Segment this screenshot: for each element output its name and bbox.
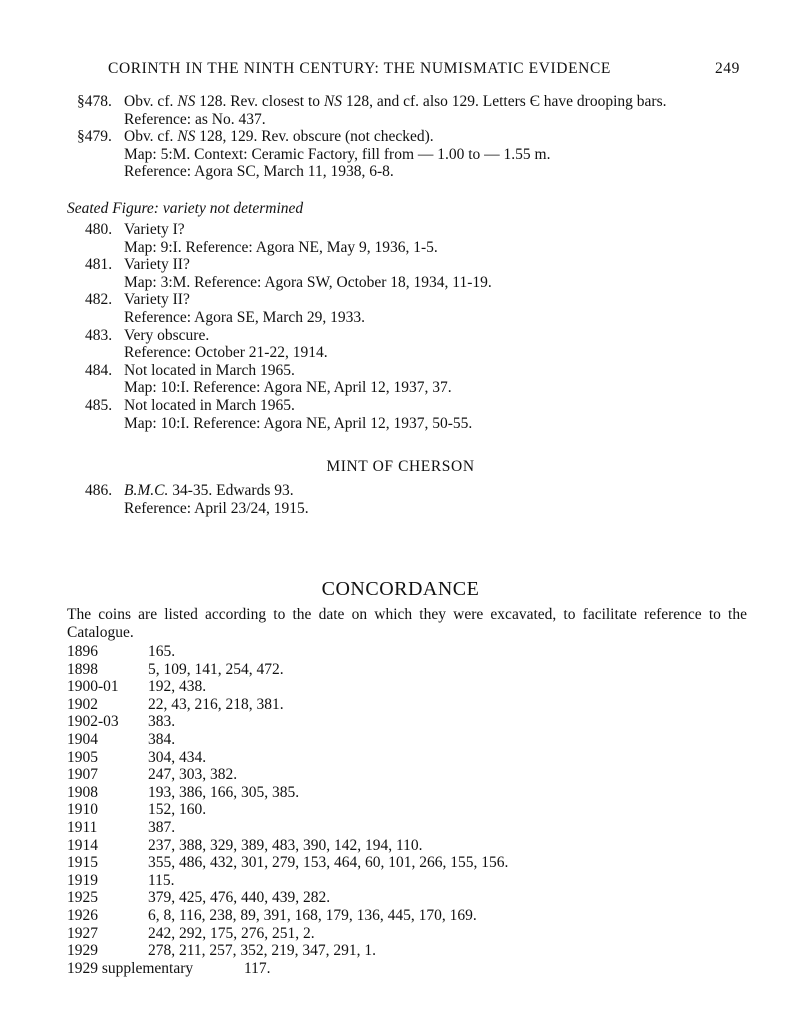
concordance-numbers: 22, 43, 216, 218, 381. xyxy=(148,695,284,713)
entry-number: 482. xyxy=(85,291,113,309)
concordance-year: 1926 xyxy=(67,907,98,924)
concordance-numbers: 304, 434. xyxy=(148,748,207,766)
section-heading-cherson: MINT OF CHERSON xyxy=(326,458,475,475)
entry-number: 481. xyxy=(85,256,113,274)
concordance-year: 1929 supplementary xyxy=(67,959,194,977)
running-header xyxy=(100,59,740,79)
concordance-numbers: 193, 386, 166, 305, 385. xyxy=(148,783,300,801)
concordance-year: 1925 xyxy=(67,889,98,907)
entry-description: Variety II? xyxy=(124,256,190,274)
entry-reference-line: Map: 9:I. Reference: Agora NE, May 9, 1936, 1-5. xyxy=(124,238,438,256)
concordance-year: 1908 xyxy=(67,783,98,801)
entry-description: Variety II? xyxy=(124,291,190,309)
entry-number: 484. xyxy=(85,361,113,379)
entry-reference-line: Map: 5:M. Context: Ceramic Factory, fill from — 1.00 to — 1.55 m. xyxy=(124,145,551,163)
concordance-numbers: 115. xyxy=(148,871,175,889)
entry-description: B.M.C. 34-35. Edwards 93. xyxy=(124,482,294,499)
concordance-year: 1905 xyxy=(67,748,98,766)
entry-reference-line: Map: 3:M. Reference: Agora SW, October 18, 1934, 11-19. xyxy=(124,273,492,291)
concordance-year: 1902 xyxy=(67,695,98,713)
concordance-year: 1929 xyxy=(67,942,98,960)
concordance-numbers: 165. xyxy=(148,643,176,660)
concordance-numbers: 379, 425, 476, 440, 439, 282. xyxy=(148,889,331,907)
concordance-numbers: 5, 109, 141, 254, 472. xyxy=(148,660,284,678)
entry-reference-line: Reference: Agora SE, March 29, 1933. xyxy=(124,309,366,326)
entry-reference-line: Reference: October 21-22, 1914. xyxy=(124,344,328,362)
entry-number: §479. xyxy=(77,128,112,146)
concordance-numbers: 192, 438. xyxy=(148,678,207,696)
entry-reference-line: Map: 10:I. Reference: Agora NE, April 12, 1937, 37. xyxy=(124,379,452,397)
concordance-year: 1919 xyxy=(67,871,98,889)
concordance-heading: CONCORDANCE xyxy=(321,578,480,600)
concordance-numbers: 384. xyxy=(148,731,176,748)
entry-reference-line: Reference: April 23/24, 1915. xyxy=(124,499,309,517)
concordance-year: 1910 xyxy=(67,801,98,819)
entry-description: Obv. cf. NS 128, 129. Rev. obscure (not checked). xyxy=(124,128,434,146)
concordance-year: 1915 xyxy=(67,854,98,872)
entry-description: Obv. cf. NS 128. Rev. closest to NS 128, and cf. also 129. Letters Є have drooping bars. xyxy=(124,93,667,110)
concordance-year: 1911 xyxy=(67,819,98,836)
concordance-year: 1907 xyxy=(67,766,98,784)
concordance-year: 1898 xyxy=(67,660,98,678)
page-number: 249 xyxy=(714,60,740,77)
concordance-year: 1927 xyxy=(67,924,98,942)
concordance-numbers: 117. xyxy=(244,959,271,977)
section-heading-seated: Seated Figure: variety not determined xyxy=(67,200,304,217)
entry-number: 483. xyxy=(85,326,113,344)
entry-description: Very obscure. xyxy=(124,326,210,344)
entry-reference-line: Reference: Agora SC, March 11, 1938, 6-8. xyxy=(124,163,394,181)
concordance-year: 1914 xyxy=(67,836,98,854)
entry-number: §478. xyxy=(77,93,112,110)
concordance-numbers: 6, 8, 116, 238, 89, 391, 168, 179, 136, 445, 170, 169. xyxy=(148,907,477,924)
concordance-numbers: 387. xyxy=(148,819,176,836)
concordance-year: 1900-01 xyxy=(67,678,119,696)
concordance-intro: The coins are listed according to the date on which they were excavated, to facilitate reference to the Catalogue. xyxy=(67,606,747,641)
running-title: CORINTH IN THE NINTH CENTURY: THE NUMISMATIC EVIDENCE xyxy=(108,60,611,77)
entry-description: Not located in March 1965. xyxy=(124,397,295,414)
concordance-numbers: 247, 303, 382. xyxy=(148,766,238,784)
entry-number: 486. xyxy=(85,482,113,499)
concordance-numbers: 383. xyxy=(148,713,176,731)
concordance-numbers: 355, 486, 432, 301, 279, 153, 464, 60, 101, 266, 155, 156. xyxy=(148,854,509,872)
entry-number: 485. xyxy=(85,397,113,414)
concordance-year: 1904 xyxy=(67,731,98,748)
concordance-numbers: 152, 160. xyxy=(148,801,207,819)
concordance-numbers: 237, 388, 329, 389, 483, 390, 142, 194, 110. xyxy=(148,836,423,854)
concordance-numbers: 242, 292, 175, 276, 251, 2. xyxy=(148,924,315,942)
concordance-year: 1902-03 xyxy=(67,713,119,731)
entry-reference-line: Reference: as No. 437. xyxy=(124,110,266,128)
entry-description: Variety I? xyxy=(124,221,185,238)
entry-number: 480. xyxy=(85,221,113,238)
concordance-year: 1896 xyxy=(67,643,98,660)
entry-description: Not located in March 1965. xyxy=(124,361,295,379)
entry-reference-line: Map: 10:I. Reference: Agora NE, April 12, 1937, 50-55. xyxy=(124,414,473,432)
concordance-numbers: 278, 211, 257, 352, 219, 347, 291, 1. xyxy=(148,942,377,960)
